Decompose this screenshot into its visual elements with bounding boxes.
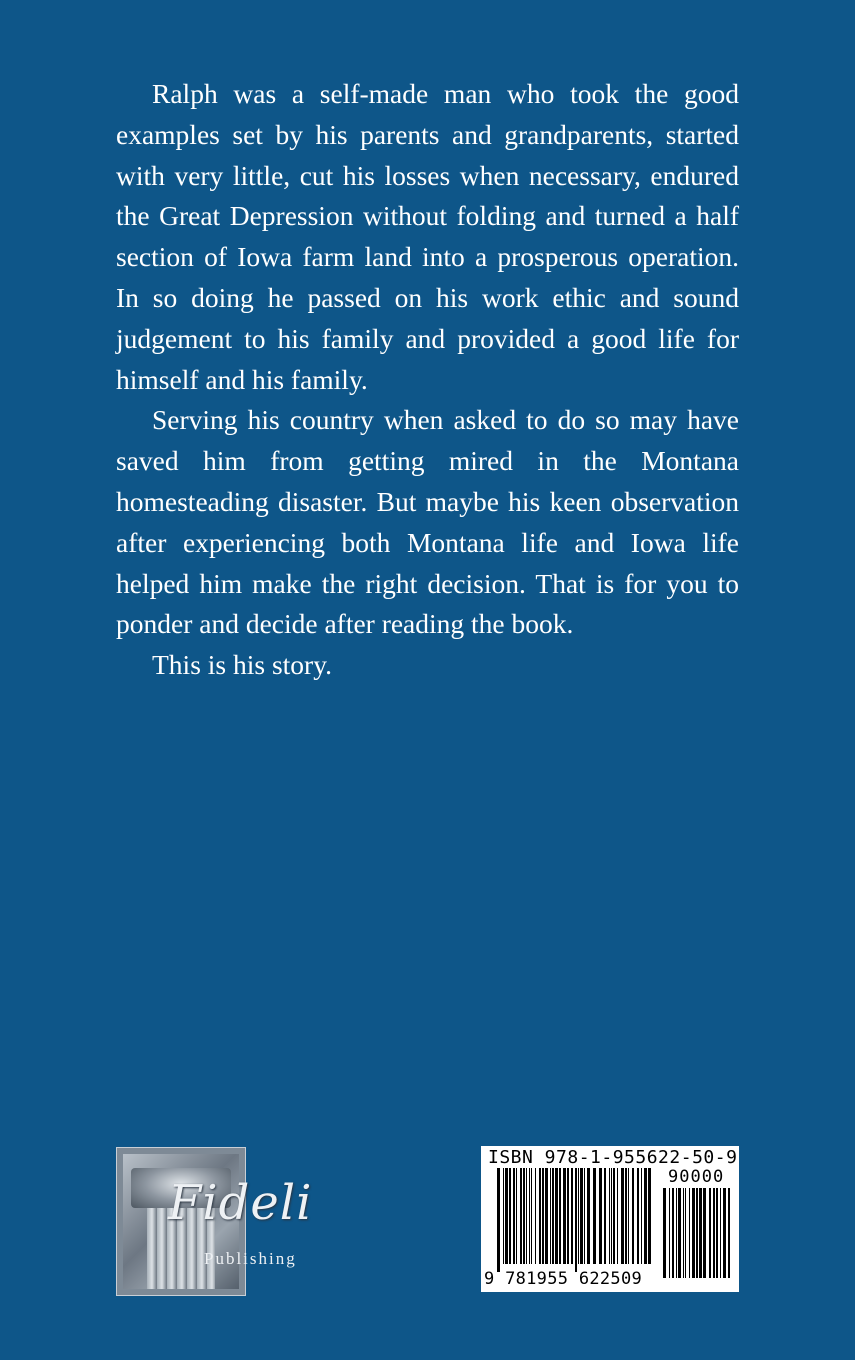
back-cover-blurb — [116, 74, 739, 686]
barcode-bar — [709, 1188, 711, 1278]
barcode-bar — [613, 1168, 615, 1264]
barcode-bar — [625, 1168, 627, 1264]
blurb-paragraph-2: Serving his country when asked to do so may have saved him from getting mired in the Montana homesteading disaster. But maybe his keen observation after experiencing both Montana life and Iowa life helped him make the right decision. That is for you to ponder and decide after reading the book. — [116, 404, 739, 640]
barcode-bar — [663, 1188, 666, 1278]
barcode-bar — [509, 1168, 511, 1264]
barcode-bar — [683, 1188, 684, 1278]
barcode-bar — [720, 1188, 721, 1278]
barcode-bar — [575, 1168, 577, 1272]
barcode-bar — [621, 1168, 624, 1264]
logo-script-text: Fideli — [168, 1175, 313, 1231]
barcode-bar — [641, 1168, 642, 1264]
barcode-bar — [535, 1168, 536, 1264]
isbn-label: ISBN 978-1-955622-50-9 — [488, 1147, 738, 1168]
barcode-bar — [689, 1188, 690, 1278]
barcode-bar — [529, 1168, 530, 1264]
barcode-bar — [728, 1188, 730, 1278]
barcode-bar — [584, 1168, 585, 1264]
isbn-barcode — [481, 1146, 739, 1292]
barcode-bar — [505, 1168, 508, 1264]
barcode-bar — [516, 1168, 517, 1264]
barcode-bar — [637, 1168, 639, 1264]
barcode-bar — [563, 1168, 566, 1264]
barcode-bar — [696, 1188, 698, 1278]
barcode-bar — [523, 1168, 525, 1264]
barcode-bar — [555, 1168, 558, 1264]
barcode-price-code: 90000 — [668, 1167, 725, 1187]
barcode-bar — [497, 1168, 500, 1272]
barcode-bar — [676, 1188, 677, 1278]
barcode-bar — [632, 1168, 634, 1264]
barcode-bar — [539, 1168, 541, 1264]
barcode-bar — [713, 1188, 715, 1278]
barcode-bar — [503, 1168, 504, 1264]
barcode-addon-bars — [663, 1188, 731, 1286]
barcode-bar — [644, 1168, 647, 1264]
barcode-bar — [685, 1188, 686, 1278]
barcode-bar — [604, 1168, 606, 1264]
barcode-bar — [520, 1168, 522, 1264]
barcode-bar — [593, 1168, 596, 1264]
barcode-bar — [545, 1168, 548, 1264]
blurb-paragraph-3: This is his story. — [152, 649, 333, 681]
barcode-bar — [580, 1168, 583, 1264]
barcode-bar — [669, 1188, 670, 1278]
barcode-bar — [648, 1168, 651, 1264]
publisher-logo — [116, 1147, 316, 1297]
logo-subtitle: Publishing — [204, 1249, 297, 1268]
barcode-bar — [578, 1168, 579, 1264]
barcode-bar — [628, 1168, 629, 1264]
barcode-bar — [552, 1168, 554, 1264]
barcode-bar — [699, 1188, 702, 1278]
barcode-digits: 9 781955 622509 — [484, 1269, 643, 1289]
barcode-bar — [559, 1168, 561, 1264]
barcode-bar — [531, 1168, 532, 1264]
barcode-bar — [587, 1168, 590, 1264]
barcode-bar — [617, 1168, 618, 1264]
barcode-bar — [513, 1168, 515, 1264]
barcode-bar — [692, 1188, 695, 1278]
barcode-bar — [611, 1168, 612, 1264]
barcode-bar — [542, 1168, 544, 1264]
barcode-bar — [550, 1168, 551, 1264]
barcode-main-bars — [497, 1168, 653, 1272]
barcode-bar — [567, 1168, 569, 1264]
barcode-bar — [609, 1168, 610, 1264]
barcode-bar — [599, 1168, 602, 1264]
barcode-bar — [672, 1188, 674, 1278]
barcode-bar — [723, 1188, 726, 1278]
barcode-bar — [526, 1168, 527, 1264]
blurb-paragraph-1: Ralph was a self-made man who took the good examples set by his parents and grandparents, started with very little, cut his losses when necessary, endured the Great Depression without folding and turned a half section of Iowa farm land into a prosperous operation. In so doing he passed on his work ethic and sound judgement to his family and provided a good life for himself and his family. — [116, 78, 739, 395]
barcode-bar — [716, 1188, 718, 1278]
barcode-bar — [678, 1188, 681, 1278]
barcode-bar — [571, 1168, 573, 1264]
barcode-bar — [703, 1188, 706, 1278]
